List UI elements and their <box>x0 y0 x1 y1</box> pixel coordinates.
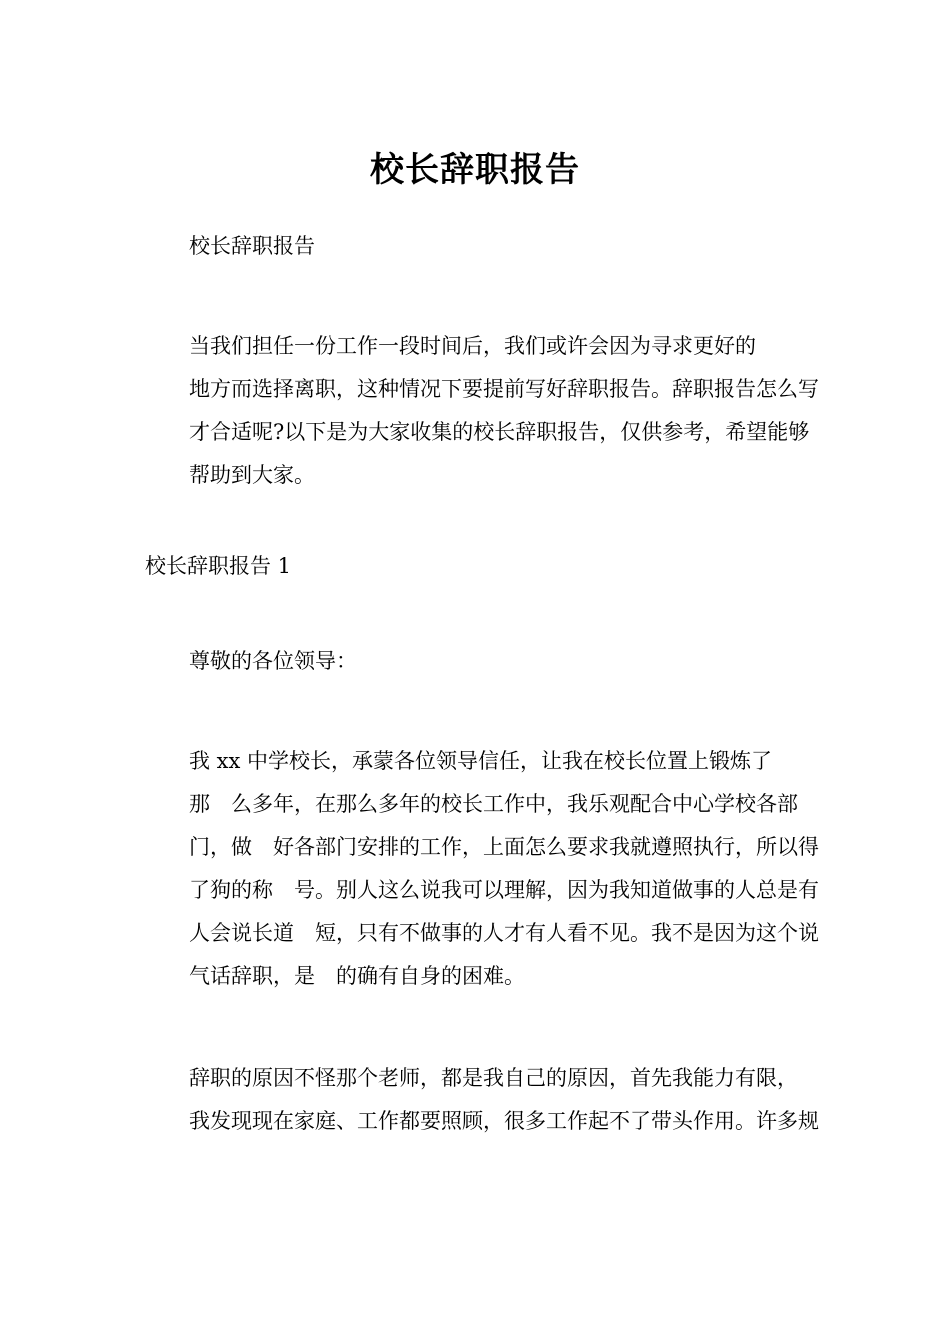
body-line: 人会说长道 短，只有不做事的人才有人看不见。我不是因为这个说 <box>189 921 819 945</box>
body-line: 我发现现在家庭、工作都要照顾，很多工作起不了带头作用。许多规 <box>189 1109 819 1133</box>
body-line: 我 xx 中学校长，承蒙各位领导信任，让我在校长位置上锻炼了 <box>189 749 773 773</box>
body-paragraph-1 <box>145 740 819 998</box>
body-line: 了狗的称 号。别人这么说我可以理解，因为我知道做事的人总是有 <box>189 878 819 902</box>
intro-line: 帮助到大家。 <box>189 463 315 487</box>
salutation: 尊敬的各位领导： <box>189 649 357 673</box>
intro-paragraph <box>145 325 819 497</box>
body-line: 辞职的原因不怪那个老师，都是我自己的原因，首先我能力有限， <box>189 1066 798 1090</box>
intro-line: 地方而选择离职，这种情况下要提前写好辞职报告。辞职报告怎么写 <box>189 377 819 401</box>
body-line: 门，做 好各部门安排的工作，上面怎么要求我就遵照执行，所以得 <box>189 835 819 859</box>
intro-line: 当我们担任一份工作一段时间后，我们或许会因为寻求更好的 <box>189 334 756 358</box>
document-subtitle: 校长辞职报告 <box>189 234 315 258</box>
intro-line: 才合适呢?以下是为大家收集的校长辞职报告，仅供参考，希望能够 <box>189 420 810 444</box>
section-heading: 校长辞职报告 1 <box>145 554 292 578</box>
body-line: 那 么多年，在那么多年的校长工作中，我乐观配合中心学校各部 <box>189 792 798 816</box>
body-paragraph-2 <box>145 1057 819 1143</box>
body-line: 气话辞职，是 的确有自身的困难。 <box>189 964 525 988</box>
document-title: 校长辞职报告 <box>370 150 580 190</box>
